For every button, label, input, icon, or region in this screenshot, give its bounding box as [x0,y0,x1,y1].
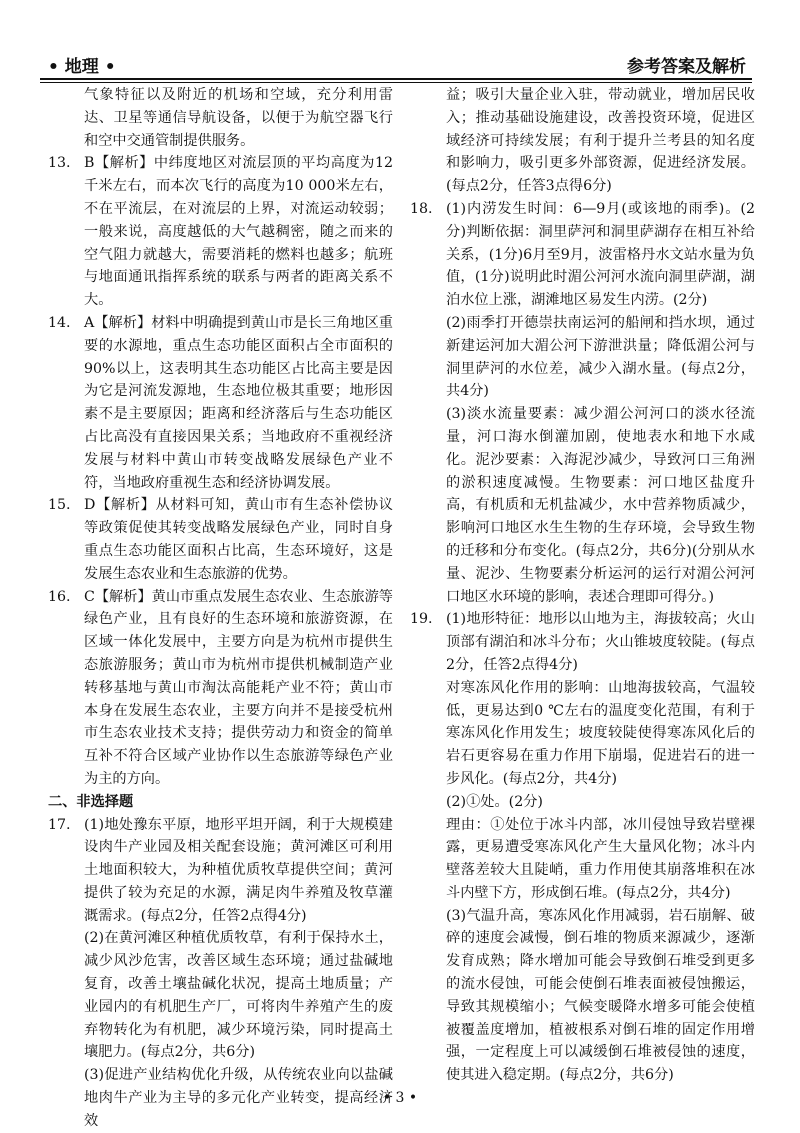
subject-label: • 地理 • [48,57,116,77]
answer-19-part-5: (3)气温升高，寒冻风化作用减弱，岩石崩解、破碎的速度会减慢，倒石堆的物质来源减少，逐渐发育成熟；降水增加可能会导致倒石堆受到更多的流水侵蚀，可能会使倒石堆表面被侵蚀搬运，导致其规模缩小；气候变暖降水增多可能会使植被覆盖度增加，植被根系对倒石堆的固定作用增强，一定程度上可以减缓倒石堆被侵蚀的速度，使其进入稳定期。(每点2分，共6分) [446,907,755,1084]
continued-answer-12: 气象特征以及附近的机场和空域，充分利用雷达、卫星等通信导航设备，以便于为航空器飞行和空中交通管制提供服务。 [84,87,393,149]
answer-17 [48,814,393,1133]
left-column [48,84,393,1133]
answer-19-part-1: (1)地形特征：地形以山地为主，海拔较高；火山顶部有湖泊和冰斗分布；火山锥坡度较陡。(每点2分，任答2点得4分) [446,611,755,673]
answer-text: D【解析】从材料可知，黄山市有生态补偿协议等政策促使其转变战略发展绿色产业，同时自身重点生态功能区面积占比高，生态环境好，这是发展生态农业和生态旅游的优势。 [84,497,393,582]
header-rule-thin [40,82,752,83]
question-number: 15. [48,497,71,514]
answer-17-part-2: (2)在黄河滩区种植优质牧草，有利于保持水土，减少风沙危害，改善区域生态环境；通过盐碱地复育，改善土壤盐碱化状况，提高土地质量；产业园内的有机肥生产厂，可将肉牛养殖产生的废弃物转化为有机肥，减少环境污染，同时提高土壤肥力。(每点2分，共6分) [84,930,393,1061]
answer-18-part-2: (2)雨季打开德崇扶南运河的船闸和挡水坝，通过新建运河加大湄公河下游泄洪量；降低湄公河与洞里萨河的水位差，减少入湖水量。(每点2分，共4分) [446,314,755,400]
header-rule-thick [40,78,752,80]
answer-14 [48,312,393,494]
question-number: 14. [48,314,71,331]
answer-15 [48,494,393,585]
question-number: 17. [48,816,71,833]
answer-16 [48,586,393,791]
answer-19 [410,608,755,1087]
question-number: 18. [410,200,433,217]
question-number: 13. [48,155,71,172]
page-header [40,50,752,78]
answer-17-part-1: (1)地处豫东平原，地形平坦开阔，利于大规模建设肉牛产业园及相关配套设施；黄河滩区可利用土地面积较大，为种植优质牧草提供空间；黄河提供了较为充足的水源，满足肉牛养殖及牧草灌溉需求。(每点2分，任答2点得4分) [84,816,393,924]
answer-text: A【解析】材料中明确提到黄山市是长三角地区重要的水源地，重点生态功能区面积占全市面积的90%以上，这表明其生态功能区占比高主要是因为它是河流发源地，生态地位极其重要；地形因素不是主要原因；距离和经济落后与生态功能区占比高没有直接因果关系；当地政府不重视经济发展与材料中黄山市转变战略发展绿色产业不符，当地政府重视生态和经济协调发展。 [84,314,393,491]
answer-13 [48,152,393,312]
continued-answer-17: 益；吸引大量企业入驻，带动就业，增加居民收入；推动基础设施建设，改善投资环境，促进区域经济可持续发展；有利于提升兰考县的知名度和影响力，吸引更多外部资源，促进经济发展。(每点2分，任答3点得6分) [446,87,755,195]
answer-text: C【解析】黄山市重点发展生态农业、生态旅游等绿色产业，且有良好的生态环境和旅游资源，在区域一体化发展中，主要方向是为杭州市提供生态旅游服务；黄山市为杭州市提供机械制造产业转移基地与黄山市淘汰高能耗产业不符；黄山市本身在发展生态农业，主要方向并不是接受杭州市生态农业技术支持；提供劳动力和资金的简单互补不符合区域产业协作以生态旅游等绿色产业为主的方向。 [84,588,393,787]
right-column [410,84,755,1087]
answer-19-part-4: 理由：①处位于冰斗内部，冰川侵蚀导致岩壁裸露，更易遭受寒冻风化产生大量风化物；冰斗内壁落差较大且陡峭，重力作用使其崩落堆积在冰斗内壁下方，形成倒石堆。(每点2分，共4分) [446,816,755,901]
answer-text: B【解析】中纬度地区对流层顶的平均高度为12千米左右，而本次飞行的高度为10 000米左右，不在平流层，在对流层的上界，对流运动较弱；一般来说，高度越低的大气越稠密，随之而来的空气阻力就越大，需要消耗的燃料也越多；航班与地面通讯指挥系统的联系与两者的距离关系不大。 [84,155,393,309]
section-title: 二、非选择题 [48,793,134,810]
answer-17-part-3: (3)促进产业结构优化升级，从传统农业向以盐碱地肉牛产业为主导的多元化产业转变，提高经济效 [84,1067,393,1129]
answer-19-part-3: (2)①处。(2分) [446,793,543,810]
header-title: 参考答案及解析 [627,57,746,77]
answer-18-part-3: (3)淡水流量要素：减少湄公河河口的淡水径流量，河口海水倒灌加剧，使地表水和地下水咸化。泥沙要素：入海泥沙减少，导致河口三角洲的淤积速度减慢。生物要素：河口地区盐度升高，有机质和无机盐减少，水中营养物质减少，影响河口地区水生生物的生存环境，会导致生物的迁移和分布变化。(每点2分，共6分)(分别从水量、泥沙、生物要素分析运河的运行对湄公河河口地区水环境的影响，表述合理即可得分。) [446,406,755,605]
question-number: 19. [410,611,433,628]
answer-19-part-2: 对寒冻风化作用的影响：山地海拔较高，气温较低，更易达到0 ℃左右的温度变化范围，有利于寒冻风化作用发生；坡度较陡使得寒冻风化后的岩石更容易在重力作用下崩塌，促进岩石的进一步风化。(每点2分，共4分) [446,679,755,787]
answer-18 [410,198,755,608]
page-number: • 3 • [382,1090,418,1106]
question-number: 16. [48,588,71,605]
answer-18-part-1: (1)内涝发生时间：6—9月(或该地的雨季)。(2分)判断依据：洞里萨河和洞里萨湖存在相互补给关系，(1分)6月至9月，波雷格丹水文站水量为负值，(1分)说明此时湄公河河水流向洞里萨湖，湖泊水位上涨，湖滩地区易发生内涝。(2分) [446,200,755,309]
